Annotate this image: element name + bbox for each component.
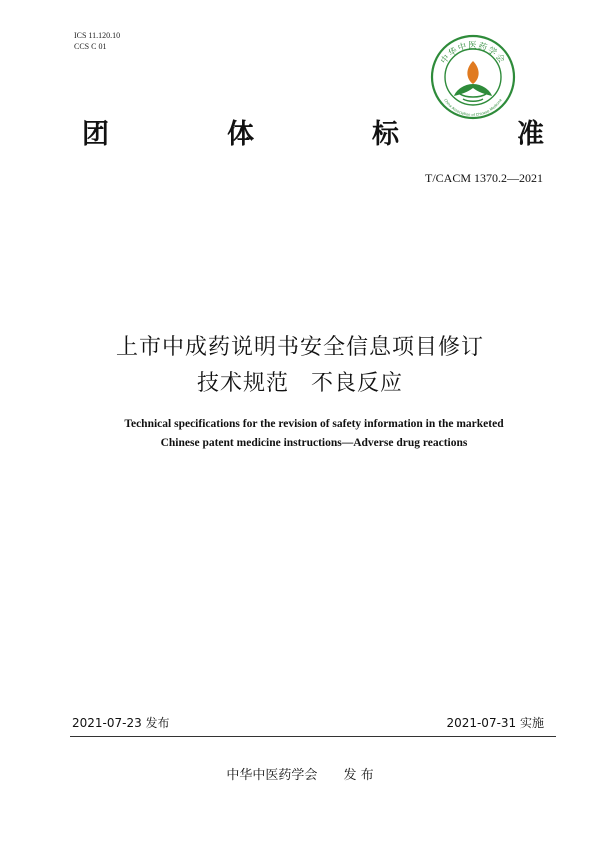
logo-ring-text: 中华中医药学会	[439, 41, 507, 67]
publisher-name: 中华中医药学会	[226, 768, 318, 783]
issue-date: 2021-07-23 发布	[72, 716, 170, 730]
title-en-line-2: Chinese patent medicine instructions—Adverse drug reactions	[160, 437, 468, 449]
standard-type-heading	[0, 112, 600, 152]
title-cn-part-b: 不良反应	[311, 371, 404, 396]
standard-type-char-3: 标	[372, 119, 399, 150]
standard-number: T/CACM 1370.2—2021	[424, 171, 543, 185]
standard-type-char-1: 团	[82, 119, 109, 150]
publisher-line	[0, 764, 600, 783]
implementation-date: 2021-07-31 实施	[446, 716, 544, 730]
divider-line	[70, 736, 556, 737]
title-en-line-1: Technical specifications for the revision of safety information in the marketed	[124, 418, 504, 430]
logo-emblem-icon	[454, 61, 492, 101]
title-cn-part-a: 技术规范	[196, 371, 289, 396]
classification-codes	[74, 30, 120, 52]
standard-type-char-4: 准	[517, 119, 544, 150]
association-logo	[430, 34, 516, 120]
ics-code: ICS 11.120.10	[74, 31, 121, 40]
title-cn-line-1: 上市中成药说明书安全信息项目修订	[115, 335, 484, 360]
logo-ring-text-en: China Association of Chinese Medicine	[443, 98, 503, 118]
publisher-action: 发 布	[343, 768, 374, 783]
title-cn-line-2	[0, 366, 600, 397]
ccs-code: CCS C 01	[74, 42, 107, 51]
standard-type-char-2: 体	[227, 119, 254, 150]
